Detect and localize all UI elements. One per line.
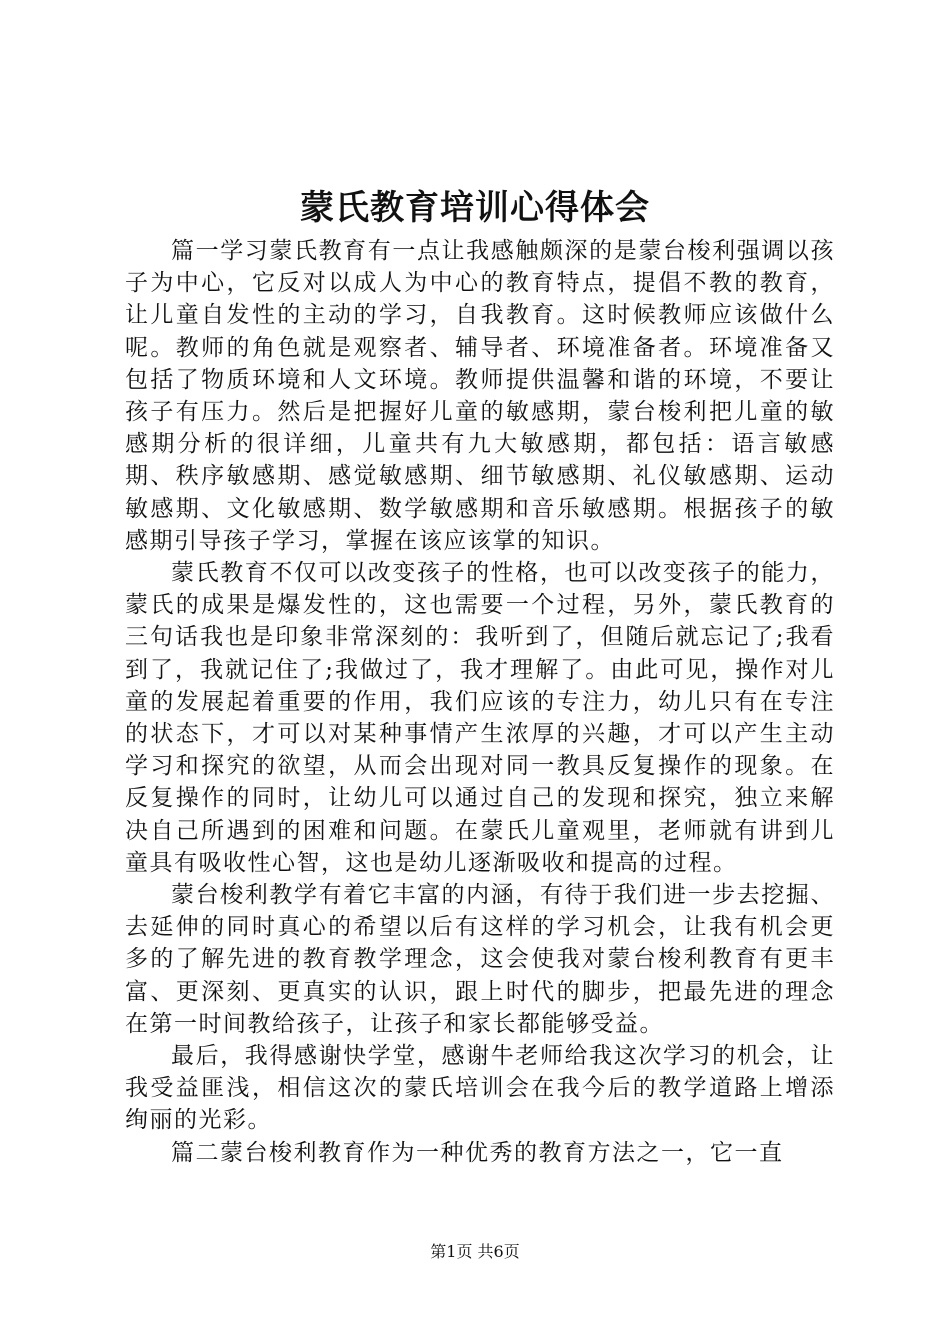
paragraph-2: 蒙氏教育不仅可以改变孩子的性格，也可以改变孩子的能力，蒙氏的成果是爆发性的，这也需要一个过程，另外，蒙氏教育的三句话我也是印象非常深刻的：我听到了，但随后就忘记了;我看到了，我就记住了;我做过了，我才理解了。由此可见，操作对儿童的发展起着重要的作用，我们应该的专注力，幼儿只有在专注的状态下，才可以对某种事情产生浓厚的兴趣，才可以产生主动学习和探究的欲望，从而会出现对同一教具反复操作的现象。在反复操作的同时，让幼儿可以通过自己的发现和探究，独立来解决自己所遇到的困难和问题。在蒙氏儿童观里，老师就有讲到儿童具有吸收性心智，这也是幼儿逐渐吸收和提高的过程。	[125, 560, 835, 876]
document-title: 蒙氏教育培训心得体会	[300, 188, 650, 228]
document-body	[125, 235, 835, 1169]
paragraph-3: 蒙台梭利教学有着它丰富的内涵，有待于我们进一步去挖掘、去延伸的同时真心的希望以后有这样的学习机会，让我有机会更多的了解先进的教育教学理念，这会使我对蒙台梭利教育有更丰富、更深刻、更真实的认识，跟上时代的脚步，把最先进的理念在第一时间教给孩子，让孩子和家长都能够受益。	[125, 882, 835, 1037]
paragraph-1: 篇一学习蒙氏教育有一点让我感触颇深的是蒙台梭利强调以孩子为中心，它反对以成人为中心的教育特点，提倡不教的教育，让儿童自发性的主动的学习，自我教育。这时候教师应该做什么呢。教师的角色就是观察者、辅导者、环境准备者。环境准备又包括了物质环境和人文环境。教师提供温馨和谐的环境，不要让孩子有压力。然后是把握好儿童的敏感期，蒙台梭利把儿童的敏感期分析的很详细，儿童共有九大敏感期，都包括：语言敏感期、秩序敏感期、感觉敏感期、细节敏感期、礼仪敏感期、运动敏感期、文化敏感期、数学敏感期和音乐敏感期。根据孩子的敏感期引导孩子学习，掌握在该应该掌的知识。	[125, 238, 835, 554]
paragraph-4: 最后，我得感谢快学堂，感谢牛老师给我这次学习的机会，让我受益匪浅，相信这次的蒙氏培训会在我今后的教学道路上增添绚丽的光彩。	[125, 1043, 835, 1134]
paragraph-5: 篇二蒙台梭利教育作为一种优秀的教育方法之一，它一直	[171, 1139, 784, 1166]
page-footer: 第1页 共6页	[430, 1242, 520, 1261]
